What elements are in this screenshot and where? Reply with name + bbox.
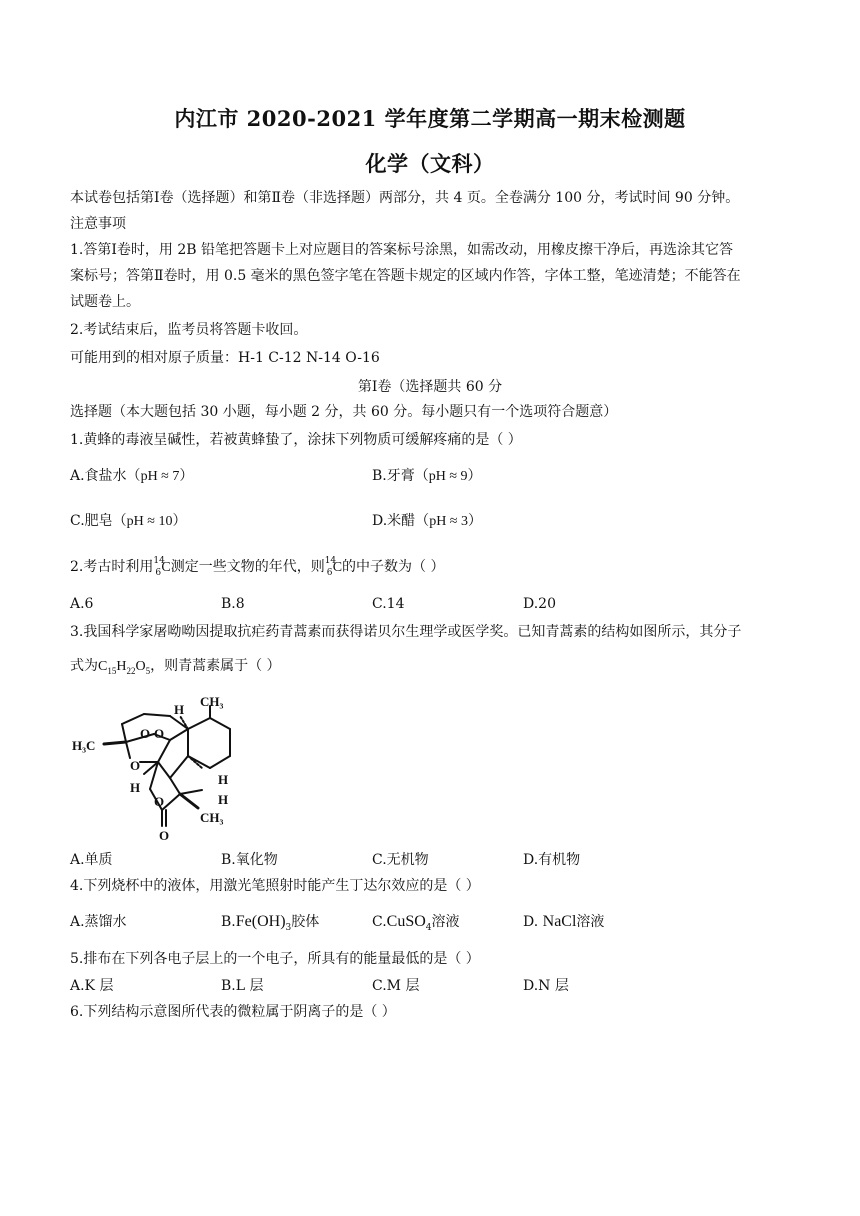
- formula-h: H: [116, 659, 127, 674]
- stem-part: 测定一些文物的年代，则: [170, 559, 325, 575]
- formula-sub: 15: [107, 665, 117, 676]
- option-suffix: 胶体: [291, 914, 320, 930]
- option-label: B.牙膏（: [372, 468, 429, 484]
- atomic-number: 6: [155, 568, 162, 578]
- label-h-top: H: [174, 702, 185, 717]
- question-1-option-d: [372, 511, 482, 532]
- question-1-option-b: [372, 466, 482, 487]
- atomic-number: 6: [326, 568, 333, 578]
- label-o-ring: O: [130, 758, 141, 773]
- question-5-option-a: A.K 层: [70, 978, 114, 994]
- question-1-option-c: [70, 511, 186, 532]
- question-5-stem: 5.排布在下列各电子层上的一个电子，所具有的能量最低的是（ ）: [70, 951, 480, 967]
- label-h-right-2: H: [218, 792, 229, 807]
- atomic-mass-line: 可能用到的相对原子质量：H-1 C-12 N-14 O-16: [70, 350, 380, 366]
- option-close: ）: [179, 468, 194, 484]
- formula-sub: 5: [145, 665, 151, 676]
- question-3-option-a: A.单质: [70, 852, 113, 868]
- question-3-option-b: B.氧化物: [221, 852, 278, 868]
- question-5-option-c: C.M 层: [372, 978, 420, 994]
- question-4-option-b: [221, 912, 319, 938]
- question-4-option-a: A.蒸馏水: [70, 914, 127, 930]
- option-math: pH ≈ 7: [140, 469, 180, 484]
- element-symbol: C: [161, 560, 171, 575]
- note-1-line-2: 案标号；答第Ⅱ卷时，用 0.5 毫米的黑色签字笔在答题卡规定的区域内作答，字体工整，笔迹清楚；不能答在: [70, 268, 741, 284]
- mass-number: 14: [324, 556, 337, 566]
- question-2-stem: [70, 557, 445, 578]
- question-4-option-c: [372, 912, 460, 938]
- isotope-notation: [324, 556, 337, 578]
- note-2: 2.考试结束后，监考员将答题卡收回。: [70, 322, 308, 338]
- formula-sub: 3: [285, 922, 292, 933]
- stem-part: 2.考古时利用: [70, 559, 154, 575]
- label-o-lactone: O: [154, 794, 165, 809]
- formula-c: C: [98, 659, 108, 674]
- label-o-carbonyl: O: [159, 828, 170, 843]
- question-3-stem-line-2: [70, 656, 281, 681]
- option-close: ）: [467, 468, 482, 484]
- option-suffix: 溶液: [576, 914, 605, 930]
- option-formula: Fe(OH): [235, 913, 286, 930]
- question-3-option-c: C.无机物: [372, 852, 429, 868]
- option-suffix: 溶液: [431, 914, 460, 930]
- question-2-option-a: A.6: [70, 596, 94, 612]
- formula-o: O: [135, 659, 146, 674]
- isotope-notation: [153, 556, 165, 578]
- note-1-line-1: 1.答第Ⅰ卷时，用 2B 铅笔把答题卡上对应题目的答案标号涂黑，如需改动，用橡皮擦干净后，再选涂其它答: [70, 242, 733, 258]
- option-prefix: C.: [372, 914, 387, 930]
- option-formula: NaCl: [542, 913, 577, 930]
- label-o-peroxide-1: O: [140, 726, 151, 741]
- label-o-peroxide-2: O: [154, 726, 165, 741]
- option-label: D.米醋（: [372, 513, 430, 529]
- question-4-stem: 4.下列烧杯中的液体，用激光笔照射时能产生丁达尔效应的是（ ）: [70, 878, 480, 894]
- option-label: C.肥皂（: [70, 513, 127, 529]
- stem-part: ，则青蒿素属于（ ）: [150, 658, 281, 674]
- stem-part: 的中子数为（ ）: [342, 559, 445, 575]
- label-ch3-bottom: CH₃: [200, 810, 224, 825]
- question-4-option-d: [523, 912, 604, 932]
- question-5-option-b: B.L 层: [221, 978, 264, 994]
- stem-part: 式为: [70, 658, 98, 674]
- question-3-option-d: D.有机物: [523, 852, 581, 868]
- label-h-right-1: H: [218, 772, 229, 787]
- question-1-stem: 1.黄蜂的毒液呈碱性，若被黄蜂蛰了，涂抹下列物质可缓解疼痛的是（ ）: [70, 432, 522, 448]
- note-1-line-3: 试题卷上。: [70, 294, 140, 310]
- option-math: pH ≈ 10: [126, 514, 173, 529]
- element-symbol: C: [332, 560, 343, 575]
- formula-sub: 4: [425, 922, 432, 933]
- question-2-option-b: B.8: [221, 596, 245, 612]
- exam-subtitle: 化学（文科）: [365, 151, 495, 176]
- option-label: A.食盐水（: [70, 468, 141, 484]
- section-instructions: 选择题（本大题包括 30 小题，每小题 2 分，共 60 分。每小题只有一个选项符合题意）: [70, 404, 618, 420]
- exam-title: 内江市 2020-2021 学年度第二学期高一期末检测题: [174, 106, 686, 131]
- option-close: ）: [172, 513, 187, 529]
- intro-line: 本试卷包括第Ⅰ卷（选择题）和第Ⅱ卷（非选择题）两部分，共 4 页。全卷满分 100 分，考试时间 90 分钟。: [70, 190, 740, 206]
- molecular-formula: [98, 659, 150, 674]
- section-title: 第Ⅰ卷（选择题共 60 分: [357, 379, 503, 395]
- option-formula: CuSO: [386, 913, 426, 930]
- label-h-left: H: [130, 780, 141, 795]
- question-1-option-a: [70, 466, 193, 487]
- mass-number: 14: [153, 556, 165, 566]
- notice-title: 注意事项: [70, 216, 126, 232]
- question-5-option-d: D.N 层: [523, 978, 569, 994]
- label-ch3-top: CH₃: [200, 694, 224, 709]
- option-prefix: D.: [523, 914, 543, 930]
- option-math: pH ≈ 3: [429, 514, 468, 529]
- option-prefix: B.: [221, 914, 236, 930]
- artemisinin-structure-diagram: [70, 694, 250, 844]
- label-h3c: H₃C: [72, 738, 96, 753]
- question-2-option-c: C.14: [372, 596, 405, 612]
- question-3-stem-line-1: 3.我国科学家屠呦呦因提取抗疟药青蒿素而获得诺贝尔生理学或医学奖。已知青蒿素的结构如图所示，其分子: [70, 624, 742, 640]
- question-6-stem: 6.下列结构示意图所代表的微粒属于阴离子的是（ ）: [70, 1004, 396, 1020]
- option-close: ）: [467, 513, 482, 529]
- option-math: pH ≈ 9: [428, 469, 468, 484]
- formula-sub: 22: [126, 665, 136, 676]
- question-2-option-d: D.20: [523, 596, 556, 612]
